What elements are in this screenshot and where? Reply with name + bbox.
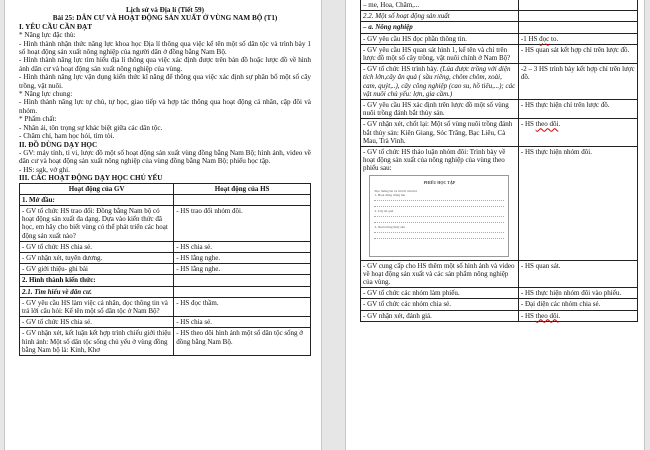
table-row [361,260,638,288]
worksheet-rule [374,219,504,223]
table-cell [174,286,311,297]
table-cell: - HS thực hiện nhóm đôi. [518,147,637,261]
table-cell [361,147,519,261]
table-cell: - GV yêu cầu HS xác định trên lược đồ một số vùng nuôi trồng đánh bắt thủy sản. [361,100,519,119]
section-heading: II. ĐỒ DÙNG DẠY HỌC [19,140,98,149]
table-cell: - GV yêu cầu HS quan sát hình 1, kể tên và chỉ trên lược đồ một số cây trồng, vật nuôi chính ở Nam Bộ? [361,44,519,63]
spellcheck-word: theo dõi [535,311,559,320]
table-row [361,33,638,44]
table-cell [361,64,519,100]
worksheet-line: Đọc thông tin và trả lời câu hỏi [374,188,417,193]
paragraph: - Nhân ái, tôn trọng sự khác biệt giữa các dân tộc. [19,123,163,132]
table-cell [174,194,311,205]
paragraph: - HS: sgk, vở ghi. [19,165,70,174]
text-run: to. [549,34,559,43]
worksheet-line: 2. Cây ăn quả [374,208,394,213]
activity-table [19,183,311,356]
cell-text: - GV tổ chức HS thảo luận nhóm đôi: Trình bày về hoạt động sản xuất của nông nghiệp của vùng theo phiếu sau: [363,148,506,173]
table-row [361,147,638,261]
text-run: - GV tổ chức HS trình bày. [363,65,439,74]
table-row [20,275,311,286]
table-row [361,299,638,310]
table-row [361,64,638,100]
table-cell: - GV yêu cầu HS làm việc cá nhân, đọc thông tin và trả lời câu hỏi: Kể tên một số dân tộc ở Nam Bộ? [20,297,174,316]
table-cell [518,119,637,147]
table-cell: - HS thực hiện chỉ trên lược đồ. [518,100,637,119]
table-cell: – me, Hoa, Chăm,... [361,0,519,11]
table-cell: - GV cung cấp cho HS thêm một số hình ảnh và video về hoạt động sản xuất và các sản phẩm nông nghiệp của vùng. [361,260,519,288]
worksheet-rule [374,235,504,239]
table-row [361,310,638,321]
text-run: - HS [520,311,536,320]
worksheet-title: PHIẾU HỌC TẬP [423,179,456,185]
spellcheck-word: theo dõi [535,120,559,129]
table-row [361,44,638,63]
table-cell: - HS thực hiện nhóm đôi vào phiếu. [518,288,637,299]
header-gv: Hoạt động của GV [20,183,174,194]
table-cell: - HS đọc thầm. [174,297,311,316]
lesson-title: Bài 25: DÂN CƯ VÀ HOẠT ĐỘNG SẢN XUẤT Ở VÙNG NAM BỘ (T1) [52,14,278,23]
paragraph: - Hình thành năng lực tự chủ, tự học, giao tiếp và hợp tác thông qua hoạt động cá nhân, cặp đôi và nhóm. [19,98,311,115]
paragraph: * Năng lực chung: [19,90,73,99]
table-cell: - HS lắng nghe. [174,252,311,263]
table-cell: - HS chia sẻ. [174,241,311,252]
text-run: -1 HS [520,34,540,43]
table-row [20,194,311,205]
table-row [20,241,311,252]
text-run: - HS [520,120,536,129]
worksheet-rule [374,197,504,201]
spellcheck-word: đọc [539,34,550,43]
lesson-subject-heading: Lịch sử và Địa lí (Tiết 59) [125,6,205,14]
text-run: . [558,311,561,320]
worksheet-rule [374,203,504,207]
paragraph: - Hình thành năng lực tìm hiểu địa lí thông qua việc xác định được trên bản đồ hoặc lược đồ về hình ảnh dân cư và hoạt động sản xuất nông nghiệp của vùng. [19,56,311,73]
table-cell: - GV nhận xét, tuyên dương. [20,252,174,263]
table-cell: - GV tổ chức các nhóm làm phiếu. [361,288,519,299]
table-cell: - HS quan sát kết hợp chỉ trên lược đồ. [518,44,637,63]
text-run: (Lúa được trồng với diện tích lớn,cây ăn quả ( sầu riêng, chôm chôm, xoài, cam, quýt,..), cây công nghiệp (cao su, hồ tiêu,...); các vật nuôi chủ yếu: lợn, gia cầm.) [363,65,516,98]
table-cell: 2. Hình thành kiến thức: [20,275,174,286]
table-cell: 2.2. Một số hoạt động sản xuất [361,11,519,22]
paragraph: - Chăm chỉ, ham học hỏi, tìm tòi. [19,132,115,141]
page-gap [322,0,345,450]
scroll-margin [645,0,650,450]
table-row [20,286,311,297]
table-cell: - HS chia sẻ. [174,317,311,328]
document-page-2 [345,0,645,450]
table-cell: - HS theo dõi hình ảnh một số dân tộc sống ở đồng bằng Nam Bộ. [174,328,311,356]
table-row [20,297,311,316]
table-cell: - HS trao đổi nhóm đôi. [174,205,311,241]
table-cell [518,22,637,33]
table-cell: - GV tổ chức các nhóm chia sẻ. [361,299,519,310]
header-hs: Hoạt động của HS [174,183,311,194]
worksheet-line: 3. Nuôi trồng thủy sản [374,224,405,229]
table-cell: - GV nhận xét, chốt lại: Một số vùng nuôi trồng đánh bắt thủy sản: Kiên Giang, Sóc Trăng, Bạc Liêu, Cà Mau, Trà Vinh. [361,119,519,147]
table-header-row [20,183,311,194]
table-cell: - HS lắng nghe. [174,264,311,275]
table-cell: - Đại diện các nhóm chia sẻ. [518,299,637,310]
activity-table-continued [360,0,638,322]
section-heading: I. YÊU CẦU CẦN ĐẠT [19,22,93,31]
table-cell: - GV tổ chức HS trao đổi: Đồng bằng Nam bộ có hoạt động sản xuất đa dạng. Dựa vào kiến thức đã học, em hãy cho biết vùng có thể phát triển các hoạt động sản xuất nào? [20,205,174,241]
table-cell: - GV tổ chức HS chia sẻ. [20,241,174,252]
table-row [361,22,638,33]
table-cell: -2 – 3 HS trình bày kết hợp chỉ trên lược đồ. [518,64,637,100]
worksheet-rule [374,229,504,233]
paragraph: - GV: máy tính, ti vi, lược đồ một số hoạt động sản xuất vùng đồng bằng Nam Bộ; hình ảnh, video về dân cư và hoạt động sản xuất nông nghiệp của vùng đồng bằng Nam Bộ; phiếu học tập. [19,148,311,166]
table-cell [518,310,637,321]
table-cell: - HS quan sát. [518,260,637,288]
table-row [20,264,311,275]
table-row [20,317,311,328]
table-cell [518,33,637,44]
worksheet-line: 1. Hoạt động trồng lúa [374,192,406,197]
table-cell: - GV yêu cầu HS đọc phần thông tin. [361,33,519,44]
table-cell: – a. Nông nghiệp [361,22,519,33]
table-cell: 1. Mở đầu: [20,194,174,205]
table-row [20,252,311,263]
section-heading: III. CÁC HOẠT ĐỘNG DẠY HỌC CHỦ YẾU [19,174,163,183]
paragraph: - Hình thành nhận thức năng lực khoa học Địa lí thông qua việc kể tên một số dân tộc và trình bày 1 số hoạt động sản xuất nông nghiệp của người dân ở đồng bằng Nam Bộ. [19,39,311,57]
paragraph: * Phẩm chất: [19,115,57,124]
paragraph: - Hình thành năng lực vận dụng kiến thức kĩ năng để thông qua việc xác định sự phân bố một số cây trồng, vật nuôi. [19,73,311,90]
table-cell: - GV tổ chức HS chia sẻ. [20,317,174,328]
paragraph: * Năng lực đặc thù: [19,31,76,40]
text-run: . [558,120,561,129]
table-cell: - GV giới thiệu- ghi bài [20,264,174,275]
table-row [361,288,638,299]
table-row [20,328,311,356]
table-row [361,119,638,147]
table-row [361,11,638,22]
table-cell: 2.1. Tìm hiểu về dân cư. [20,286,174,297]
table-row [20,205,311,241]
table-cell: - GV nhận xét, đánh giá. [361,310,519,321]
table-cell [174,275,311,286]
table-row [361,0,638,11]
table-cell [518,11,637,22]
worksheet-image [369,175,509,257]
table-cell: - GV nhận xét, kết luận kết hợp trình chiếu giới thiệu hình ảnh: Một số dân tộc sống chủ yếu ở vùng đồng bằng Nam bộ là: Kinh, Khơ [20,328,174,356]
table-row [361,100,638,119]
table-cell [518,0,637,11]
worksheet-rule [374,213,504,217]
document-page-1 [4,0,322,450]
